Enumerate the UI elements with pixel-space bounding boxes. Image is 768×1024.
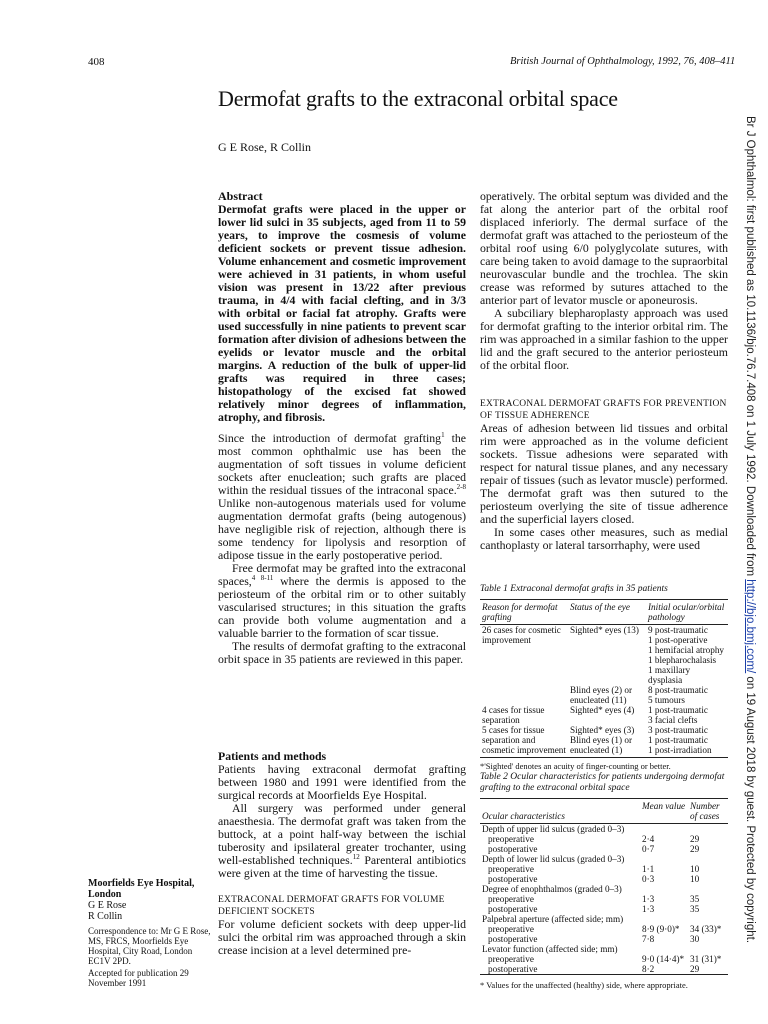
table-2 [480, 772, 728, 990]
table-header: Mean value [640, 799, 688, 824]
journal-link[interactable]: http://bjo.bmj.com/ [744, 579, 756, 674]
table-group-label: Levator function (affected side; mm) [482, 944, 618, 954]
methods-heading: Patients and methods [218, 749, 327, 763]
table-row: 4 cases for tissue separation Sighted* eyes (4) 1 post-traumatic 3 facial clefts [482, 705, 708, 725]
intro-paragraph-1: Since the introduction of dermofat grafting$^1$ the most common ophthalmic use has been the augmentation of soft tissues in volume deficient sockets after enucleation; such grafts are placed within the residual tissues of the intraconal space.$^{2-8}$ Unlike non-autogenous materials used for volume augmentation dermofat grafts (being autogenous) have negligible risk of rejection, although there is some tendency for lipolysis and resorption of adipose tissue in the early postoperative period. [218, 431, 466, 562]
abstract-section [218, 190, 466, 424]
table-row: preoperative 2·4 29 [488, 834, 700, 844]
introduction-section [218, 432, 466, 666]
methods-subheading: EXTRACONAL DERMOFAT GRAFTS FOR VOLUME DEFICIENT SOCKETS [218, 895, 445, 917]
sidebar-text: Br J Ophthalmol: first published as 10.1136/bjo.76.7.408 on 1 July 1992. Downloaded from [744, 116, 756, 580]
section-subheading: EXTRACONAL DERMOFAT GRAFTS FOR PREVENTION OF TISSUE ADHERENCE [480, 399, 727, 421]
table-row: postoperative 8·2 29 [480, 964, 728, 975]
table-group-label: Depth of upper lid sulcus (graded 0–3) [482, 824, 625, 834]
institution: Moorfields Eye Hospital, London [88, 878, 195, 900]
table-header: Number of cases [688, 799, 728, 824]
table-row: Blind eyes (2) or enucleated (11) 8 post-traumatic 5 tumours [570, 685, 708, 705]
table-group-label: Palpebral aperture (affected side; mm) [482, 914, 624, 924]
table-1-caption: Table 1 Extraconal dermofat grafts in 35 patients [480, 584, 668, 594]
table-group-label: Degree of enophthalmos (graded 0–3) [482, 884, 622, 894]
table-row: 5 cases for tissue separation and cosmetic improvement Sighted* eyes (3) Blind eyes (1) or enucleated (1) 3 post-traumatic 1 post-traumatic 1 post-irradiation [480, 725, 728, 758]
abstract-text: Dermofat grafts were placed in the upper or lower lid sulci in 35 subjects, aged from 11 to 59 years, to improve the cosmesis of volume deficient sockets or prevent tissue adhesion. Volume enhancement and cosmetic improvement were achieved in 31 patients, in whom useful vision was present in 13/22 after previous trauma, in 4/4 with facial clefting, and in 3/3 with orbital or facial fat atrophy. Grafts were used successfully in nine patients to prevent scar formation after division of adhesions between the eyelids or levator muscle and the orbital margins. A reduction of the bulk of upper-lid grafts was required in three cases; histopathology of the excised fat showed relatively minor degrees of inflammation, atrophy, and fibrosis. [218, 202, 466, 424]
table-row: preoperative 1·3 35 [488, 894, 700, 904]
table-row: preoperative 9·0 (14·4)* 31 (31)* [488, 954, 722, 964]
table-1-grid [480, 599, 728, 758]
affil-author: G E Rose [88, 900, 127, 911]
article-title: Dermofat grafts to the extraconal orbital space [218, 86, 618, 111]
table-row: postoperative 0·7 29 [488, 844, 700, 854]
correspondence: Correspondence to: Mr G E Rose, MS, FRCS, Moorfields Eye Hospital, City Road, London EC1V 2PD. [88, 926, 211, 966]
body-paragraph: Areas of adhesion between lid tissues and orbital rim were approached as in the volume deficient sockets. Tissue adhesions were separated with respect for natural tissue planes, and any necessary repair of tissues (such as levator muscle) performed. The dermofat graft was then sutured to the periosteum overlying the site of tissue adherence and the superficial layers closed. [480, 421, 728, 526]
methods-paragraph-2: All surgery was performed under general anaesthesia. The dermofat graft was taken from the buttock, at a point half-way between the ischial tuberosity and ipsilateral greater trochanter, using well-established techniques.$^{12}$ Parenteral antibiotics were given at the time of harvesting the tissue. [218, 801, 466, 880]
table-header: Reason for dermofat grafting [480, 600, 568, 625]
body-paragraph: In some cases other measures, such as medial canthoplasty or lateral tarsorrhaphy, were used [480, 525, 728, 552]
body-paragraph: A subciliary blepharoplasty approach was used for dermofat grafting to the interior orbital rim. The rim was approached in a similar fashion to the upper lid and the graft secured to the anterior periosteum of the orbital floor. [480, 306, 728, 372]
table-row: preoperative 1·1 10 [488, 864, 700, 874]
table-2-caption: Table 2 Ocular characteristics for patients undergoing dermofat grafting to the extraconal orbital space [480, 772, 725, 793]
intro-paragraph-3: The results of dermofat grafting to the extraconal orbit space in 35 patients are reviewed in this paper. [218, 639, 466, 666]
body-paragraph: operatively. The orbital septum was divided and the fat along the anterior part of the orbital roof displaced inferiorly. The dermal surface of the dermofat graft was attached to the periosteum of the orbital roof using 6/0 polyglycolate sutures, with care being taken to avoid damage to the supraorbital neurovascular bundle and the trochlea. The skin crease was reformed by sutures attached to the anterior part of levator muscle or aponeurosis. [480, 189, 728, 307]
accepted-date: Accepted for publication 29 November 1991 [88, 968, 189, 988]
journal-citation: British Journal of Ophthalmology, 1992, 76, 408–411 [510, 56, 736, 67]
article-authors: G E Rose, R Collin [218, 140, 312, 154]
table-header: Initial ocular/orbital pathology [646, 600, 728, 625]
methods-paragraph-1: Patients having extraconal dermofat grafting between 1980 and 1991 were identified from the surgical records at Moorfields Eye Hospital. [218, 762, 466, 802]
table-group-label: Depth of lower lid sulcus (graded 0–3) [482, 854, 625, 864]
table-1 [480, 584, 728, 771]
table-row: postoperative 0·3 10 [488, 874, 700, 884]
table-row: postoperative 1·3 35 [488, 904, 700, 914]
affiliation-block [88, 878, 213, 988]
table-row: preoperative 8·9 (9·0)* 34 (33)* [488, 924, 722, 934]
affil-author: R Collin [88, 911, 123, 922]
sidebar-text-end: on 19 August 2018 by guest. Protected by copyright. [744, 673, 756, 944]
methods-paragraph-3: For volume deficient sockets with deep upper-lid sulci the orbital rim was approached through a skin crease incision at a level determined pre- [218, 917, 466, 957]
intro-paragraph-2: Free dermofat may be grafted into the extraconal spaces,$^{4 8-11}$ where the dermis is apposed to the periosteum of the orbital rim or to other suitably vascularised structures; in this situation the grafts can provide both volume augmentation and a valuable barrier to the formation of scar tissue. [218, 561, 466, 640]
table-row: postoperative 7·8 30 [488, 934, 700, 944]
page-number: 408 [88, 56, 105, 68]
table-header: Status of the eye [568, 600, 646, 625]
abstract-heading: Abstract [218, 189, 263, 203]
methods-section [218, 750, 466, 957]
table-header: Ocular characteristics [480, 799, 640, 824]
column-2-text [480, 190, 728, 552]
copyright-sidebar [738, 116, 758, 1006]
table-2-note: * Values for the unaffected (healthy) side, where appropriate. [480, 980, 688, 990]
table-row: 26 cases for cosmetic improvement Sighted* eyes (13) 9 post-traumatic 1 post-operative 1 hemifacial atrophy 1 blepharochalasis 1 maxillary dysplasia [482, 625, 725, 685]
table-1-note: *'Sighted' denotes an acuity of finger-counting or better. [480, 761, 671, 771]
table-2-grid [480, 798, 728, 975]
